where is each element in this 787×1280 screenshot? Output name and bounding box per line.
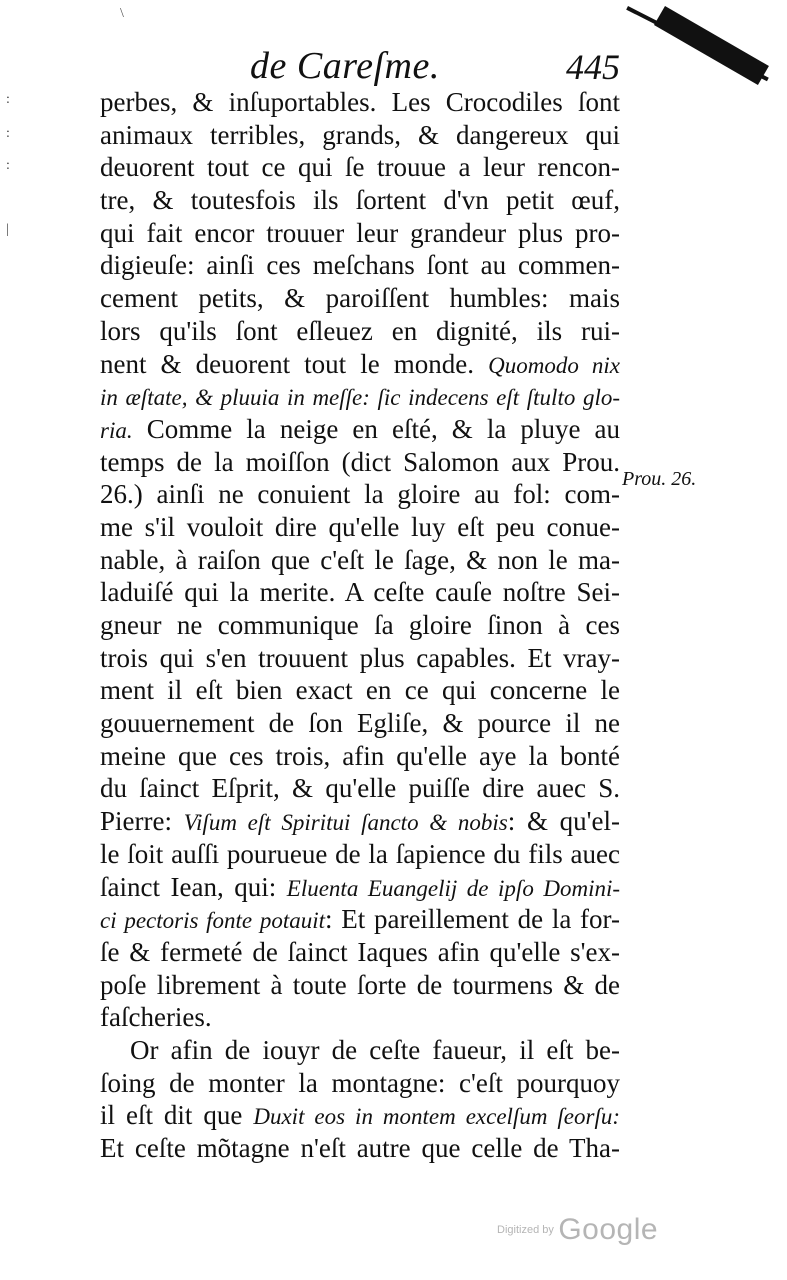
text-segment: ſainct Iean, qui: [100, 871, 277, 902]
text-line [100, 1099, 620, 1132]
scan-speck: : [6, 126, 10, 141]
text-line [100, 903, 620, 936]
latin-quote: Quomodo nix [488, 352, 620, 378]
text-line: Et ceſte mõtagne n'eſt autre que celle de Tha- [100, 1133, 620, 1163]
text-line: perbes, & inſuportables. Les Crocodiles ſont [100, 87, 620, 117]
text-line: trois qui s'en trouuent plus capables. Et vray- [100, 642, 620, 673]
text-segment: il eſt dit que [100, 1100, 243, 1131]
text-line: temps de la moiſſon (dict Salomon aux Prou. [100, 446, 620, 477]
text-line: me s'il vouloit dire qu'elle luy eſt peu conue- [100, 511, 620, 542]
text-line: deuorent tout ce qui ſe trouue a leur rencon- [100, 152, 620, 183]
text-line: du ſainct Eſprit, & qu'elle puiſſe dire auec S. [100, 773, 620, 804]
text-segment: Comme la neige en eſté, & la pluye au [146, 413, 620, 444]
latin-quote: Viſum eſt Spiritui ſancto & nobis [183, 810, 508, 836]
text-segment: : & qu'el- [507, 806, 621, 837]
text-segment: Pierre: [100, 806, 172, 837]
text-line: qui fait encor trouuer leur grandeur plus pro- [100, 217, 620, 248]
page-corner-shadow [654, 6, 769, 85]
scan-speck: : [6, 158, 10, 173]
text-line: poſe librement à toute ſorte de tourmens & de [100, 969, 620, 1000]
page-number: 445 [566, 47, 620, 87]
text-line: ment il eſt bien exact en ce qui concerne le [100, 675, 620, 706]
text-line: nable, à raiſon que c'eſt le ſage, & non le ma- [100, 544, 620, 575]
text-line: gouuernement de ſon Egliſe, & pource il ne [100, 708, 620, 739]
text-line: digieuſe: ainſi ces meſchans ſont au commen- [100, 250, 620, 281]
text-line: Or afin de iouyr de ceſte faueur, il eſt be- [130, 1034, 620, 1065]
text-line: meine que ces trois, afin qu'elle aye la bonté [100, 740, 620, 771]
watermark-prefix: Digitized by [497, 1224, 554, 1236]
running-title: de Careſme. [250, 45, 440, 87]
text-line [100, 413, 620, 446]
text-line: ſe & fermeté de ſainct Iaques afin qu'elle s'ex- [100, 936, 620, 967]
text-segment: nent & deuorent tout le monde. [100, 348, 475, 379]
scan-speck: \ [120, 6, 124, 21]
latin-quote: ci pectoris fonte potauit [100, 908, 326, 934]
margin-note: Prou. 26. [622, 468, 697, 490]
text-line [100, 805, 620, 838]
text-line [100, 380, 620, 413]
text-line: laduiſé qui la merite. A ceſte cauſe noſtre Sei- [100, 577, 620, 608]
text-line: lors qu'ils ſont eſleuez en dignité, ils rui- [100, 315, 620, 346]
digitized-watermark [497, 1213, 658, 1247]
latin-quote: ria. [100, 417, 133, 443]
latin-quote: Eluenta Euangelij de ipſo Domini- [286, 875, 621, 901]
text-line: tre, & toutesfois ils ſortent d'vn petit œuf, [100, 185, 620, 216]
text-line: ſoing de monter la montagne: c'eſt pourquoy [100, 1067, 620, 1098]
text-line: faſcheries. [100, 1002, 212, 1033]
text-line: gneur ne communique ſa gloire ſinon à ces [100, 610, 620, 640]
scan-speck: : [6, 92, 10, 107]
text-line: le ſoit auſſi pourueue de la ſapience du fils auec [100, 838, 620, 869]
scan-speck: | [6, 222, 9, 237]
text-line: animaux terribles, grands, & dangereux qui [100, 119, 620, 150]
body-text [100, 86, 620, 1165]
latin-quote: in æſtate, & pluuia in meſſe: ſic indecens eſt ſtulto glo- [100, 385, 620, 411]
text-line [100, 871, 620, 904]
text-line [100, 348, 620, 381]
text-line: 26.) ainſi ne conuient la gloire au fol: com- [100, 479, 620, 510]
running-header [250, 44, 620, 92]
text-segment: : Et pareillement de la for- [325, 904, 620, 935]
latin-quote: Duxit eos in montem excelſum ſeorſu: [253, 1104, 620, 1130]
text-line: cement petits, & paroiſſent humbles: mais [100, 283, 620, 314]
google-logo: Google [558, 1213, 659, 1246]
